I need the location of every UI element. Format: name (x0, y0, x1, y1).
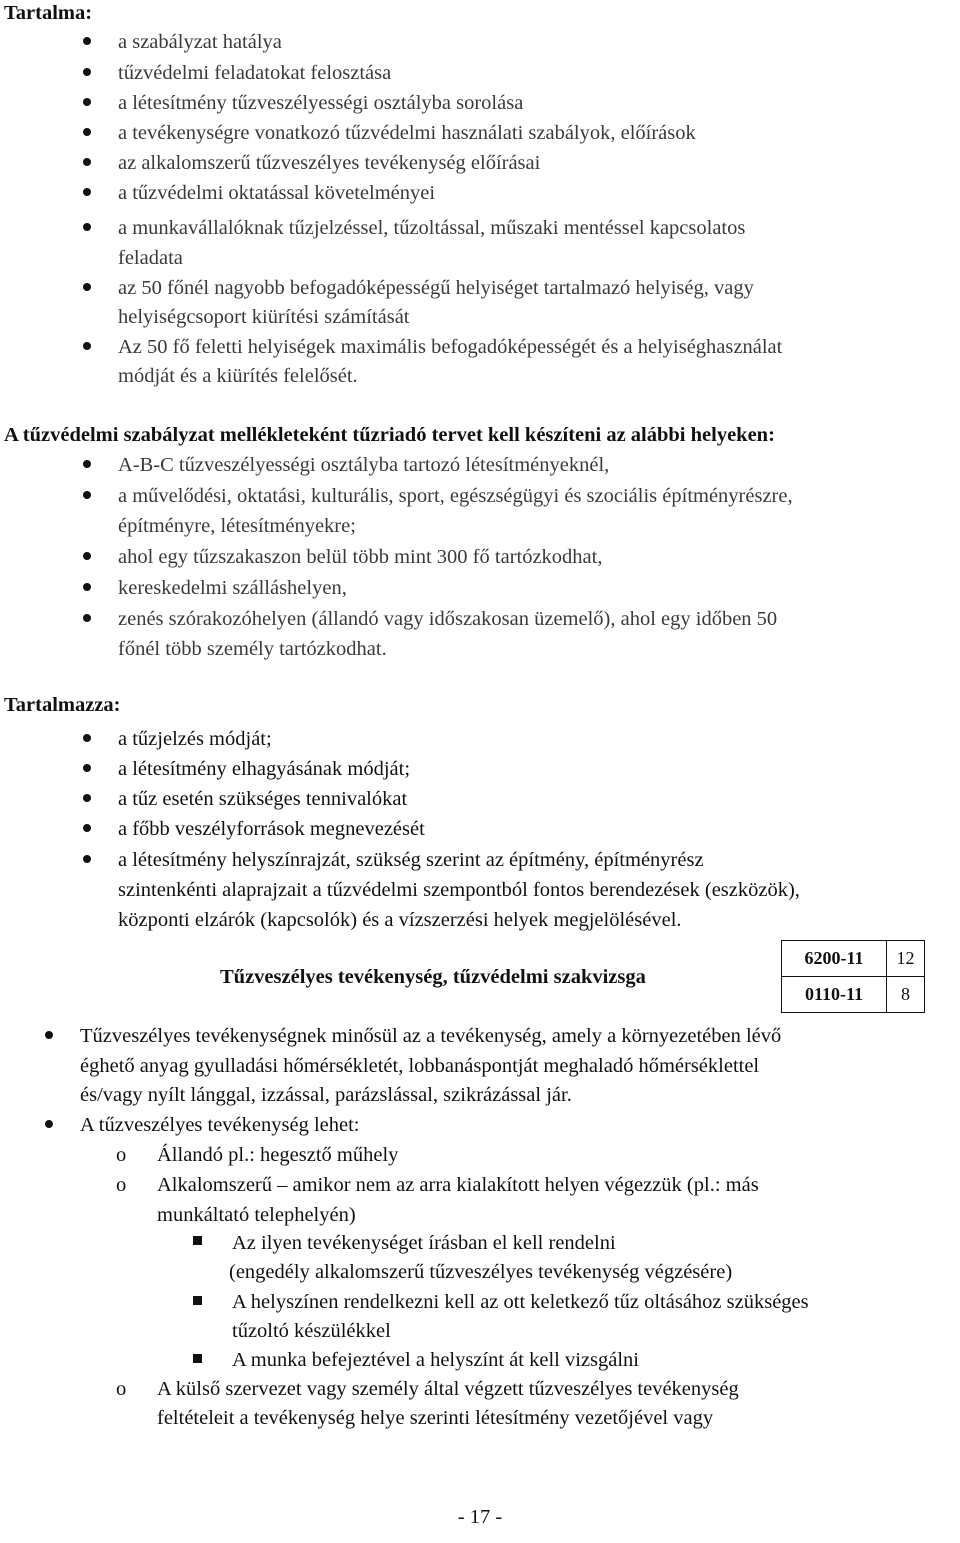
bullet (45, 1120, 53, 1128)
square-item: Az ilyen tevékenységet írásban el kell rendelni (232, 1232, 616, 1254)
sub-item-continued: munkáltató telephelyén) (157, 1204, 356, 1226)
section-title-tuzriado: A tűzvédelmi szabályzat mellékleteként tűzriadó tervet kell készíteni az alábbi helyeken: (4, 424, 775, 446)
bullet (83, 98, 91, 106)
bullet (83, 855, 91, 863)
list-item: a tűz esetén szükséges tennivalókat (118, 788, 408, 810)
bullet (83, 824, 91, 832)
bullet (83, 283, 91, 291)
square-item: A munka befejeztével a helyszínt át kell vizsgálni (232, 1349, 640, 1371)
code-cell: 6200-11 (782, 941, 887, 977)
list-item-continued: feladata (118, 247, 183, 269)
sub-item: Állandó pl.: hegesztő műhely (157, 1144, 399, 1166)
bullet (83, 342, 91, 350)
list-item: az 50 főnél nagyobb befogadóképességű helyiséget tartalmazó helyiség, vagy (118, 277, 754, 299)
list-item: a főbb veszélyforrások megnevezését (118, 818, 425, 840)
bullet (83, 223, 91, 231)
list-item-continued: szintenkénti alaprajzait a tűzvédelmi szempontból fontos berendezések (eszközök), (118, 879, 800, 901)
bullet (83, 734, 91, 742)
list-item: zenés szórakozóhelyen (állandó vagy időszakosan üzemelő), ahol egy időben 50 (118, 608, 778, 630)
bullet (83, 552, 91, 560)
sub-item: A külső szervezet vagy személy által végzett tűzveszélyes tevékenység (157, 1378, 739, 1400)
square-bullet (193, 1296, 202, 1305)
list-item: ahol egy tűzszakaszon belül több mint 300 fő tartózkodhat, (118, 546, 603, 568)
code-cell: 0110-11 (782, 977, 887, 1013)
bullet (45, 1031, 53, 1039)
list-item: a létesítmény elhagyásának módját; (118, 758, 411, 780)
list-item-continued: építményre, létesítményekre; (118, 515, 356, 537)
list-item: a tűzvédelmi oktatással követelményei (118, 182, 436, 204)
bullet (83, 188, 91, 196)
paragraph-line: Tűzveszélyes tevékenységnek minősül az a tevékenység, amely a környezetében lévő (80, 1025, 782, 1047)
section-title-tartalmazza: Tartalmazza: (4, 694, 121, 716)
code-row (782, 941, 925, 977)
list-item: az alkalomszerű tűzveszélyes tevékenység előírásai (118, 152, 541, 174)
paragraph-line: és/vagy nyílt lánggal, izzással, parázslással, szikrázással jár. (80, 1084, 572, 1106)
paragraph-line: A tűzveszélyes tevékenység lehet: (80, 1114, 360, 1136)
page-number: - 17 - (457, 1506, 503, 1528)
list-item-continued: helyiségcsoport kiürítési számítását (118, 306, 410, 328)
list-item: a létesítmény helyszínrajzát, szükség szerint az építmény, építményrész (118, 849, 704, 871)
list-item: a munkavállalóknak tűzjelzéssel, tűzoltással, műszaki mentéssel kapcsolatos (118, 217, 746, 239)
bullet (83, 614, 91, 622)
sub-bullet-marker: o (116, 1144, 127, 1166)
bullet (83, 764, 91, 772)
sub-item: Alkalomszerű – amikor nem az arra kialakított helyen végezzük (pl.: más (157, 1174, 759, 1196)
code-row (782, 977, 925, 1013)
bullet (83, 794, 91, 802)
bullet (83, 583, 91, 591)
number-cell: 8 (887, 977, 925, 1013)
bullet (83, 158, 91, 166)
list-item: a tevékenységre vonatkozó tűzvédelmi használati szabályok, előírások (118, 122, 696, 144)
list-item-continued: módját és a kiürítés felelősét. (118, 365, 358, 387)
square-item-continued: tűzoltó készülékkel (232, 1320, 391, 1342)
bullet (83, 68, 91, 76)
square-item-continued: (engedély alkalomszerű tűzveszélyes tevékenység végzésére) (229, 1261, 733, 1283)
list-item: A-B-C tűzveszélyességi osztályba tartozó létesítményeknél, (118, 454, 610, 476)
list-item-continued: főnél több személy tartózkodhat. (118, 638, 387, 660)
code-table (781, 940, 925, 1013)
bullet (83, 460, 91, 468)
list-item: tűzvédelmi feladatokat felosztása (118, 62, 392, 84)
bullet (83, 128, 91, 136)
list-item: a szabályzat hatálya (118, 31, 282, 53)
list-item: Az 50 fő feletti helyiségek maximális befogadóképességét és a helyiséghasználat (118, 336, 783, 358)
paragraph-line: éghető anyag gyulladási hőmérsékletét, lobbanáspontját meghaladó hőmérséklettel (80, 1055, 760, 1077)
sub-item-continued: feltételeit a tevékenység helye szerinti létesítmény vezetőjével vagy (157, 1407, 714, 1429)
list-item: a művelődési, oktatási, kulturális, sport, egészségügyi és szociális építményrészre, (118, 485, 793, 507)
bullet (83, 37, 91, 45)
sub-bullet-marker: o (116, 1174, 127, 1196)
section-title-tartalma: Tartalma: (4, 2, 93, 24)
square-bullet (193, 1236, 202, 1245)
list-item: a tűzjelzés módját; (118, 728, 272, 750)
number-cell: 12 (887, 941, 925, 977)
section-title-szakvizsga: Tűzveszélyes tevékenység, tűzvédelmi szakvizsga (220, 966, 646, 988)
list-item: kereskedelmi szálláshelyen, (118, 577, 347, 599)
list-item-continued: központi elzárók (kapcsolók) és a vízszerzési helyek megjelölésével. (118, 909, 682, 931)
bullet (83, 491, 91, 499)
square-bullet (193, 1354, 202, 1363)
square-item: A helyszínen rendelkezni kell az ott keletkező tűz oltásához szükséges (232, 1291, 809, 1313)
sub-bullet-marker: o (116, 1378, 127, 1400)
list-item: a létesítmény tűzveszélyességi osztályba sorolása (118, 92, 524, 114)
